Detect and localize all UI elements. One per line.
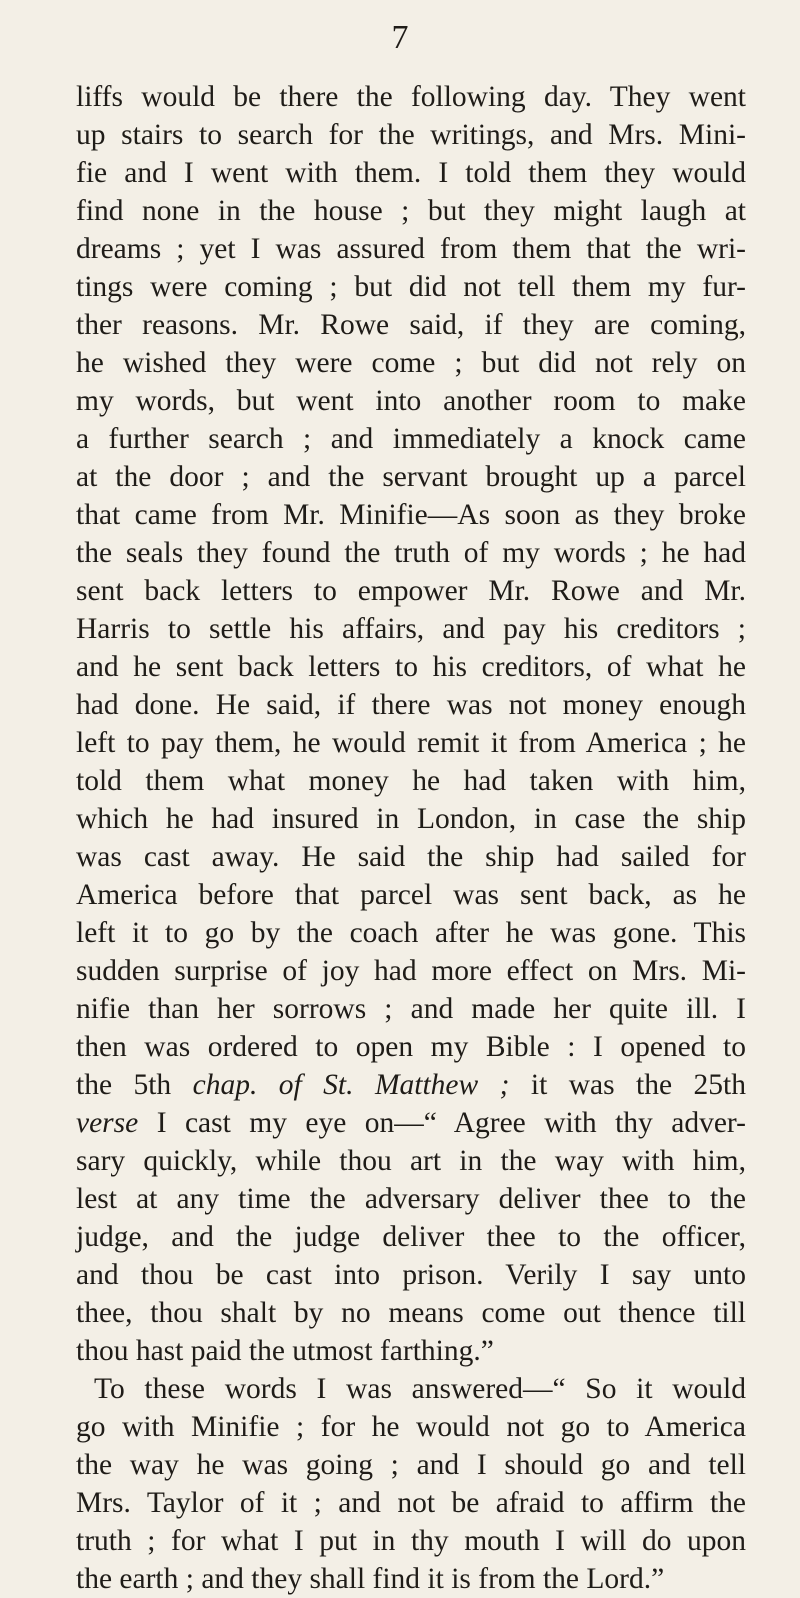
text-line: left to pay them, he would remit it from America ; he: [76, 727, 746, 759]
page-number: 7: [391, 19, 409, 56]
text-line: told them what money he had taken with him,: [76, 765, 746, 797]
text-line: liffs would be there the following day. They went: [76, 81, 746, 113]
text-line: [76, 1066, 746, 1104]
text-line: tings were coming ; but did not tell them my fur-: [76, 271, 746, 303]
text-line: judge, and the judge deliver thee to the officer,: [76, 1221, 746, 1253]
text-line: had done. He said, if there was not money enough: [76, 689, 746, 721]
text-line: a further search ; and immediately a knock came: [76, 423, 746, 455]
text-line: truth ; for what I put in thy mouth I will do upon: [76, 1525, 746, 1557]
text-line: ther reasons. Mr. Rowe said, if they are coming,: [76, 309, 746, 341]
text-line: the earth ; and they shall find it is from the Lord.”: [76, 1563, 665, 1595]
text-line: To these words I was answered—“ So it would: [94, 1373, 746, 1405]
text-line: and thou be cast into prison. Verily I say unto: [76, 1259, 746, 1291]
text-line: nifie than her sorrows ; and made her quite ill. I: [76, 993, 746, 1025]
text-line: America before that parcel was sent back, as he: [76, 879, 746, 911]
text-line: he wished they were come ; but did not rely on: [76, 347, 746, 379]
italic-reference: chap. of St. Matthew ;: [192, 1069, 510, 1101]
paragraph-2: [76, 1370, 746, 1598]
text-line: lest at any time the adversary deliver thee to the: [76, 1183, 746, 1215]
text-line: sudden surprise of joy had more effect on Mrs. Mi-: [76, 955, 746, 987]
text-line: dreams ; yet I was assured from them that the wri-: [76, 233, 746, 265]
text-span: the 5th: [76, 1069, 193, 1101]
text-line: fie and I went with them. I told them they would: [76, 157, 746, 189]
text-line: then was ordered to open my Bible : I opened to: [76, 1031, 746, 1063]
text-line: was cast away. He said the ship had sailed for: [76, 841, 746, 873]
text-line: Harris to settle his affairs, and pay his creditors ;: [76, 613, 746, 645]
paragraph-1-continued: [76, 1142, 746, 1370]
text-line: sary quickly, while thou art in the way with him,: [76, 1145, 746, 1177]
text-line: thee, thou shalt by no means come out thence till: [76, 1297, 746, 1329]
text-line: at the door ; and the servant brought up a parcel: [76, 461, 746, 493]
text-line: that came from Mr. Minifie—As soon as they broke: [76, 499, 746, 531]
text-line: up stairs to search for the writings, and Mrs. Mini-: [76, 119, 746, 151]
text-line: thou hast paid the utmost farthing.”: [76, 1335, 494, 1367]
text-span: it was the 25th: [509, 1069, 746, 1101]
text-line: the way he was going ; and I should go and tell: [76, 1449, 746, 1481]
text-line: which he had insured in London, in case the ship: [76, 803, 746, 835]
body-text: [76, 78, 746, 1598]
text-line: Mrs. Taylor of it ; and not be afraid to affirm the: [76, 1487, 746, 1519]
text-line: the seals they found the truth of my words ; he had: [76, 537, 746, 569]
text-line: go with Minifie ; for he would not go to America: [76, 1411, 746, 1443]
text-line: sent back letters to empower Mr. Rowe and Mr.: [76, 575, 746, 607]
text-line: [76, 1104, 746, 1142]
text-line: find none in the house ; but they might laugh at: [76, 195, 746, 227]
text-line: left it to go by the coach after he was gone. This: [76, 917, 746, 949]
text-line: and he sent back letters to his creditors, of what he: [76, 651, 746, 683]
paragraph-1: [76, 78, 746, 1066]
text-span: I cast my eye on—“ Agree with thy adver-: [138, 1107, 746, 1139]
text-line: my words, but went into another room to make: [76, 385, 746, 417]
italic-reference: verse: [76, 1107, 139, 1139]
